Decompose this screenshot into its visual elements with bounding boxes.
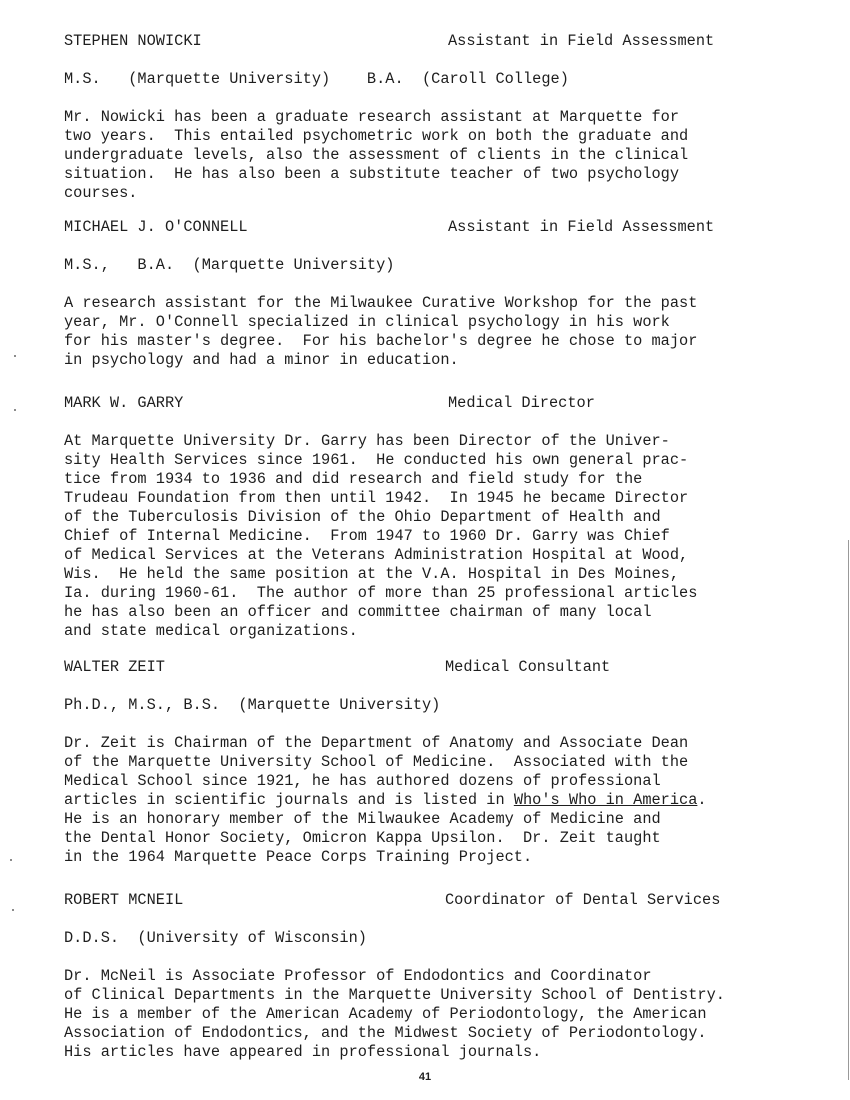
staff-degrees: M.S. (Marquette University) B.A. (Caroll College) — [64, 70, 569, 88]
staff-name: ROBERT MCNEIL — [64, 891, 184, 909]
staff-title: Assistant in Field Assessment — [448, 32, 715, 50]
staff-title: Assistant in Field Assessment — [448, 218, 715, 236]
bio-line: situation. He has also been a substitute teacher of two psychology — [64, 165, 680, 183]
bio-line: and state medical organizations. — [64, 622, 358, 640]
bio-line: Association of Endodontics, and the Midwest Society of Periodontology. — [64, 1024, 707, 1042]
page-number: 41 — [418, 1071, 432, 1083]
bio-line — [64, 791, 707, 810]
bio-line: Mr. Nowicki has been a graduate research assistant at Marquette for — [64, 108, 680, 126]
bio-line: he has also been an officer and committee chairman of many local — [64, 603, 652, 621]
bio-line: Chief of Internal Medicine. From 1947 to 1960 Dr. Garry was Chief — [64, 527, 670, 545]
bio-line: in the 1964 Marquette Peace Corps Training Project. — [64, 848, 533, 866]
bio-line: for his master's degree. For his bachelor's degree he chose to major — [64, 332, 698, 350]
bio-line: the Dental Honor Society, Omicron Kappa Upsilon. Dr. Zeit taught — [64, 829, 661, 847]
bio-line: Dr. McNeil is Associate Professor of Endodontics and Coordinator — [64, 967, 652, 985]
bio-line: A research assistant for the Milwaukee Curative Workshop for the past — [64, 294, 698, 312]
staff-name: STEPHEN NOWICKI — [64, 32, 202, 50]
scan-speck — [12, 909, 14, 911]
staff-name: MICHAEL J. O'CONNELL — [64, 218, 248, 236]
scan-speck — [10, 859, 12, 861]
bio-line: Wis. He held the same position at the V.A. Hospital in Des Moines, — [64, 565, 680, 583]
scan-speck — [14, 355, 16, 357]
staff-title: Medical Director — [448, 394, 595, 412]
bio-line: Medical School since 1921, he has authored dozens of professional — [64, 772, 661, 790]
bio-line: He is a member of the American Academy of Periodontology, the American — [64, 1005, 707, 1023]
bio-line: of the Marquette University School of Medicine. Associated with the — [64, 753, 689, 771]
bio-line: in psychology and had a minor in education. — [64, 351, 459, 369]
bio-line: of Clinical Departments in the Marquette University School of Dentistry. — [64, 986, 725, 1004]
bio-line: year, Mr. O'Connell specialized in clinical psychology in his work — [64, 313, 670, 331]
staff-degrees: M.S., B.A. (Marquette University) — [64, 256, 395, 274]
bio-line: sity Health Services since 1961. He conducted his own general prac- — [64, 451, 689, 469]
bio-line: Ia. during 1960-61. The author of more than 25 professional articles — [64, 584, 698, 602]
bio-line-punctuation: . — [697, 791, 707, 809]
staff-name: WALTER ZEIT — [64, 658, 165, 676]
bio-line: Dr. Zeit is Chairman of the Department of Anatomy and Associate Dean — [64, 734, 689, 752]
staff-degrees: D.D.S. (University of Wisconsin) — [64, 929, 367, 947]
staff-title: Medical Consultant — [445, 658, 611, 676]
staff-name: MARK W. GARRY — [64, 394, 184, 412]
staff-title: Coordinator of Dental Services — [445, 891, 721, 909]
bio-line: undergraduate levels, also the assessment of clients in the clinical — [64, 146, 689, 164]
bio-line: At Marquette University Dr. Garry has been Director of the Univer- — [64, 432, 670, 450]
bio-line: of the Tuberculosis Division of the Ohio Department of Health and — [64, 508, 661, 526]
bio-line: Trudeau Foundation from then until 1942. In 1945 he became Director — [64, 489, 689, 507]
bio-line: courses. — [64, 184, 138, 202]
staff-degrees: Ph.D., M.S., B.S. (Marquette University) — [64, 696, 441, 714]
bio-line-text: articles in scientific journals and is listed in — [64, 791, 514, 809]
bio-line: His articles have appeared in professional journals. — [64, 1043, 542, 1061]
bio-line: of Medical Services at the Veterans Administration Hospital at Wood, — [64, 546, 689, 564]
scan-edge-line — [848, 540, 849, 1080]
scan-speck — [14, 409, 16, 411]
bio-line: He is an honorary member of the Milwaukee Academy of Medicine and — [64, 810, 661, 828]
bio-line: two years. This entailed psychometric work on both the graduate and — [64, 127, 689, 145]
book-title: Who's Who in America — [513, 791, 698, 809]
bio-line: tice from 1934 to 1936 and did research and field study for the — [64, 470, 643, 488]
